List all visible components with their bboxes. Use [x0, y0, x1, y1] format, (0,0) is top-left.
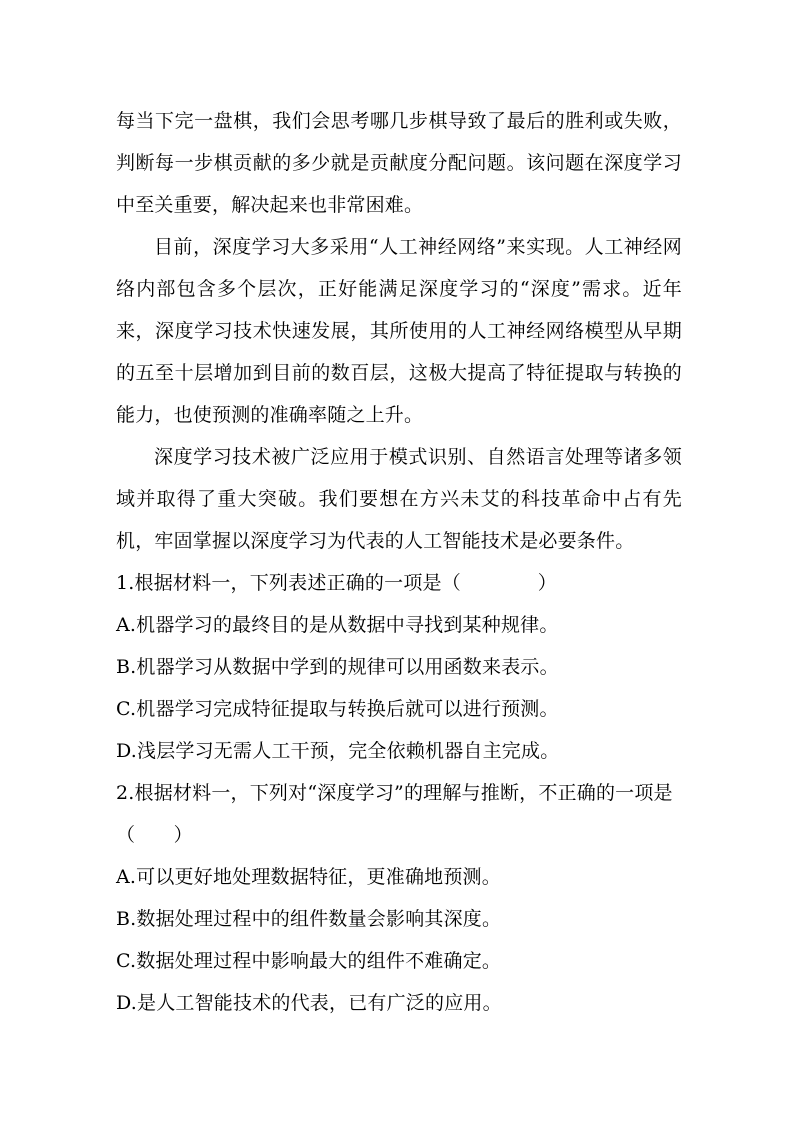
- question-1-option-b: B.机器学习从数据中学到的规律可以用函数来表示。: [116, 656, 559, 678]
- question-2-answer-blank: （ ）: [116, 824, 193, 846]
- question-1-option-d: D.浅层学习无需人工干预，完全依赖机器自主完成。: [116, 740, 560, 762]
- question-2: [116, 772, 682, 1024]
- question-1-option-a: A.机器学习的最终目的是从数据中寻找到某种规律。: [116, 614, 559, 636]
- question-1: [116, 562, 682, 772]
- question-2-option-a: A.可以更好地处理数据特征，更准确地预测。: [116, 866, 501, 888]
- paragraph-neural-network: 目前，深度学习大多采用“人工神经网络”来实现。人工神经网络内部包含多个层次，正好能满足深度学习的“深度”需求。近年来，深度学习技术快速发展，其所使用的人工神经网络模型从早期的五至十层增加到目前的数百层，这极大提高了特征提取与转换的能力，也使预测的准确率随之上升。: [116, 236, 682, 426]
- paragraph-applications: 深度学习技术被广泛应用于模式识别、自然语言处理等诸多领域并取得了重大突破。我们要想在方兴未艾的科技革命中占有先机，牢固掌握以深度学习为代表的人工智能技术是必要条件。: [116, 446, 682, 552]
- question-2-option-d: D.是人工智能技术的代表，已有广泛的应用。: [116, 992, 502, 1014]
- question-1-option-c: C.机器学习完成特征提取与转换后就可以进行预测。: [116, 698, 559, 720]
- paragraph-credit-assignment: 每当下完一盘棋，我们会思考哪几步棋导致了最后的胜利或失败，判断每一步棋贡献的多少就是贡献度分配问题。该问题在深度学习中至关重要，解决起来也非常困难。: [116, 110, 682, 216]
- document-body: [116, 100, 682, 1024]
- question-2-option-b: B.数据处理过程中的组件数量会影响其深度。: [116, 908, 502, 930]
- question-2-option-c: C.数据处理过程中影响最大的组件不难确定。: [116, 950, 502, 972]
- question-2-stem: 2.根据材料一，下列对“深度学习”的理解与推断，不正确的一项是: [116, 782, 673, 804]
- question-1-stem: 1.根据材料一，下列表述正确的一项是（ ）: [116, 572, 557, 594]
